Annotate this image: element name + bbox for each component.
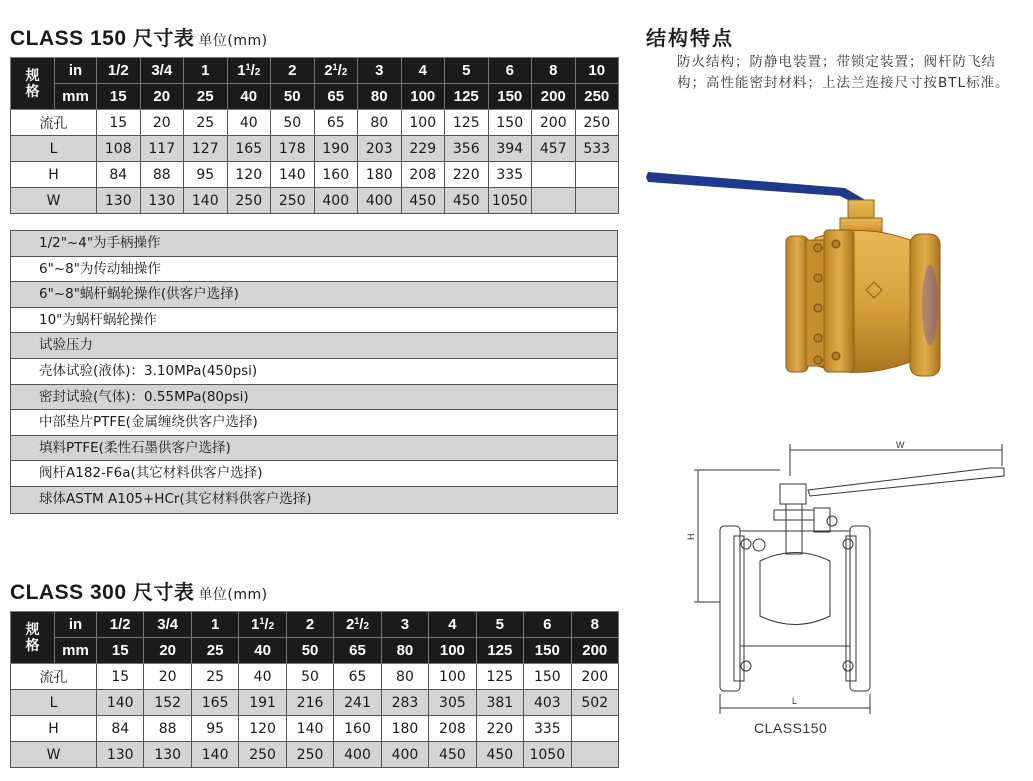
table-cell: 130 — [97, 742, 144, 768]
size-in-cell: 3/4 — [144, 612, 191, 638]
note-item: 10"为蜗杆蜗轮操作 — [11, 308, 617, 334]
drawing-caption: CLASS150 — [754, 720, 828, 736]
table-cell: 20 — [144, 664, 191, 690]
table-cell: 190 — [314, 136, 358, 162]
spec-corner-label: 规 格 — [11, 58, 55, 110]
table-cell: 160 — [314, 162, 358, 188]
note-item: 6"~8"为传动轴操作 — [11, 257, 617, 283]
table-row — [11, 188, 619, 214]
size-mm-cell: 80 — [358, 84, 402, 110]
table-cell: 50 — [271, 110, 315, 136]
table-row — [11, 690, 619, 716]
size-in-cell: $2^1/2$ — [314, 58, 358, 84]
table-cell: 140 — [184, 188, 228, 214]
size-mm-cell: 50 — [271, 84, 315, 110]
table-cell: 125 — [476, 664, 523, 690]
size-in-cell: 1 — [191, 612, 238, 638]
note-item: 壳体试验(液体)：3.10MPa(450psi) — [11, 359, 617, 385]
size-in-cell: 3 — [358, 58, 402, 84]
table-cell: 160 — [334, 716, 381, 742]
table-cell: 450 — [476, 742, 523, 768]
table-cell: 140 — [286, 716, 333, 742]
table-cell: 178 — [271, 136, 315, 162]
row-label: 流孔 — [11, 110, 97, 136]
size-mm-cell: 150 — [488, 84, 532, 110]
size-mm-cell: 125 — [476, 638, 523, 664]
table-cell: 15 — [97, 664, 144, 690]
table-cell: 50 — [286, 664, 333, 690]
class150-technical-drawing — [686, 436, 1010, 721]
table-cell: 95 — [184, 162, 228, 188]
table-cell: 84 — [97, 716, 144, 742]
table-row — [11, 110, 619, 136]
table-cell — [575, 188, 619, 214]
table-cell: 203 — [358, 136, 402, 162]
note-item: 试验压力 — [11, 333, 617, 359]
table-cell — [571, 716, 618, 742]
table-row — [11, 716, 619, 742]
table-cell: 80 — [381, 664, 428, 690]
size-in-cell: 8 — [571, 612, 618, 638]
table-cell: 165 — [227, 136, 271, 162]
size-in-cell: 5 — [476, 612, 523, 638]
table-cell: 216 — [286, 690, 333, 716]
features-title: 结构特点 — [646, 26, 734, 50]
table-cell: 15 — [97, 110, 141, 136]
table-row — [11, 162, 619, 188]
h-dimension-label: H — [686, 533, 696, 540]
table-cell: 125 — [445, 110, 489, 136]
table-cell — [532, 162, 576, 188]
table-cell: 1050 — [524, 742, 571, 768]
unit-mm-label: mm — [55, 638, 97, 664]
table-cell: 283 — [381, 690, 428, 716]
table-cell: 400 — [314, 188, 358, 214]
spec-corner-label: 规 格 — [11, 612, 55, 664]
size-in-cell: 5 — [445, 58, 489, 84]
table-cell: 120 — [239, 716, 286, 742]
table-cell: 533 — [575, 136, 619, 162]
table-cell: 127 — [184, 136, 228, 162]
size-mm-cell: 200 — [532, 84, 576, 110]
size-in-cell: 1/2 — [97, 612, 144, 638]
size-in-cell: 6 — [524, 612, 571, 638]
table-cell: 220 — [476, 716, 523, 742]
size-in-cell: $1^1/2$ — [239, 612, 286, 638]
left-flange — [786, 236, 808, 372]
note-item: 中部垫片PTFE(金属缠绕供客户选择) — [11, 410, 617, 436]
size-mm-cell: 50 — [286, 638, 333, 664]
size-mm-cell: 65 — [314, 84, 358, 110]
size-in-cell: 2 — [286, 612, 333, 638]
valve-handle — [646, 172, 872, 209]
table-cell: 84 — [97, 162, 141, 188]
size-in-cell: $1^1/2$ — [227, 58, 271, 84]
table-cell: 25 — [184, 110, 228, 136]
table-cell: 130 — [140, 188, 184, 214]
row-label: H — [11, 716, 97, 742]
table-cell: 140 — [271, 162, 315, 188]
class150-dimension-table — [10, 57, 619, 214]
table-cell: 152 — [144, 690, 191, 716]
table-cell: 305 — [429, 690, 476, 716]
size-in-cell: 3 — [381, 612, 428, 638]
table-row — [11, 136, 619, 162]
row-label: L — [11, 136, 97, 162]
table-cell: 88 — [144, 716, 191, 742]
table-cell: 117 — [140, 136, 184, 162]
size-in-cell: 6 — [488, 58, 532, 84]
size-mm-cell: 40 — [239, 638, 286, 664]
table-cell: 335 — [488, 162, 532, 188]
size-mm-cell: 15 — [97, 84, 141, 110]
size-in-cell: 10 — [575, 58, 619, 84]
table-cell: 40 — [239, 664, 286, 690]
table-cell: 208 — [401, 162, 445, 188]
size-mm-cell: 250 — [575, 84, 619, 110]
size-mm-cell: 125 — [445, 84, 489, 110]
table-cell — [532, 188, 576, 214]
class300-title: CLASS 300 尺寸表 单位(mm) — [10, 580, 268, 604]
table-cell: 450 — [401, 188, 445, 214]
size-mm-cell: 40 — [227, 84, 271, 110]
table-cell: 400 — [358, 188, 402, 214]
note-item: 阀杆A182-F6a(其它材料供客户选择) — [11, 461, 617, 487]
unit-in-label: in — [55, 58, 97, 84]
row-label: W — [11, 742, 97, 768]
note-item: 6"~8"蜗杆蜗轮操作(供客户选择) — [11, 282, 617, 308]
size-in-cell: 4 — [401, 58, 445, 84]
note-item: 密封试验(气体)：0.55MPa(80psi) — [11, 385, 617, 411]
table-cell: 65 — [334, 664, 381, 690]
table-cell: 95 — [191, 716, 238, 742]
row-label: L — [11, 690, 97, 716]
table-cell: 241 — [334, 690, 381, 716]
table-cell: 400 — [381, 742, 428, 768]
size-mm-cell: 15 — [97, 638, 144, 664]
operation-notes-list — [10, 230, 618, 514]
table-cell: 200 — [532, 110, 576, 136]
table-cell — [571, 742, 618, 768]
table-cell: 356 — [445, 136, 489, 162]
table-cell: 140 — [97, 690, 144, 716]
l-dimension-label: L — [792, 696, 798, 706]
note-item: 球体ASTM A105+HCr(其它材料供客户选择) — [11, 487, 617, 513]
table-cell: 191 — [239, 690, 286, 716]
table-cell: 140 — [191, 742, 238, 768]
table-cell: 40 — [227, 110, 271, 136]
table-cell: 250 — [227, 188, 271, 214]
size-mm-cell: 20 — [140, 84, 184, 110]
table-cell — [575, 162, 619, 188]
table-cell: 150 — [488, 110, 532, 136]
table-cell: 394 — [488, 136, 532, 162]
table-cell: 165 — [191, 690, 238, 716]
size-in-cell: 8 — [532, 58, 576, 84]
table-cell: 200 — [571, 664, 618, 690]
table-cell: 403 — [524, 690, 571, 716]
note-item: 1/2"~4"为手柄操作 — [11, 231, 617, 257]
note-item: 填料PTFE(柔性石墨供客户选择) — [11, 436, 617, 462]
table-cell: 88 — [140, 162, 184, 188]
unit-in-label: in — [55, 612, 97, 638]
size-mm-cell: 150 — [524, 638, 571, 664]
table-cell: 108 — [97, 136, 141, 162]
row-label: H — [11, 162, 97, 188]
table-cell: 20 — [140, 110, 184, 136]
size-in-cell: 3/4 — [140, 58, 184, 84]
table-cell: 450 — [445, 188, 489, 214]
features-text: 防火结构；防静电装置；带锁定装置；阀杆防飞结构；高性能密封材料；上法兰连接尺寸按BTL标准。 — [677, 54, 1010, 91]
size-in-cell: 1 — [184, 58, 228, 84]
size-mm-cell: 80 — [381, 638, 428, 664]
table-cell: 250 — [239, 742, 286, 768]
table-cell: 450 — [429, 742, 476, 768]
size-in-cell: 1/2 — [97, 58, 141, 84]
ball-valve-photo — [640, 160, 960, 385]
table-cell: 502 — [571, 690, 618, 716]
table-cell: 100 — [429, 664, 476, 690]
table-cell: 250 — [575, 110, 619, 136]
table-row — [11, 742, 619, 768]
size-mm-cell: 100 — [401, 84, 445, 110]
table-cell: 381 — [476, 690, 523, 716]
table-cell: 120 — [227, 162, 271, 188]
size-mm-cell: 200 — [571, 638, 618, 664]
table-cell: 1050 — [488, 188, 532, 214]
table-cell: 130 — [97, 188, 141, 214]
table-cell: 100 — [401, 110, 445, 136]
table-row — [11, 664, 619, 690]
table-cell: 65 — [314, 110, 358, 136]
size-in-cell: $2^1/2$ — [334, 612, 381, 638]
table-cell: 250 — [286, 742, 333, 768]
size-mm-cell: 100 — [429, 638, 476, 664]
unit-mm-label: mm — [55, 84, 97, 110]
table-cell: 220 — [445, 162, 489, 188]
table-cell: 457 — [532, 136, 576, 162]
class150-title: CLASS 150 尺寸表 单位(mm) — [10, 26, 268, 50]
table-cell: 335 — [524, 716, 571, 742]
table-cell: 180 — [358, 162, 402, 188]
table-cell: 229 — [401, 136, 445, 162]
table-cell: 180 — [381, 716, 428, 742]
size-in-cell: 2 — [271, 58, 315, 84]
row-label: W — [11, 188, 97, 214]
table-cell: 400 — [334, 742, 381, 768]
size-mm-cell: 20 — [144, 638, 191, 664]
size-in-cell: 4 — [429, 612, 476, 638]
size-mm-cell: 25 — [191, 638, 238, 664]
table-cell: 208 — [429, 716, 476, 742]
table-cell: 25 — [191, 664, 238, 690]
table-cell: 80 — [358, 110, 402, 136]
class300-dimension-table — [10, 611, 619, 768]
size-mm-cell: 65 — [334, 638, 381, 664]
row-label: 流孔 — [11, 664, 97, 690]
table-cell: 130 — [144, 742, 191, 768]
table-cell: 150 — [524, 664, 571, 690]
size-mm-cell: 25 — [184, 84, 228, 110]
table-cell: 250 — [271, 188, 315, 214]
w-dimension-label: W — [896, 440, 905, 450]
